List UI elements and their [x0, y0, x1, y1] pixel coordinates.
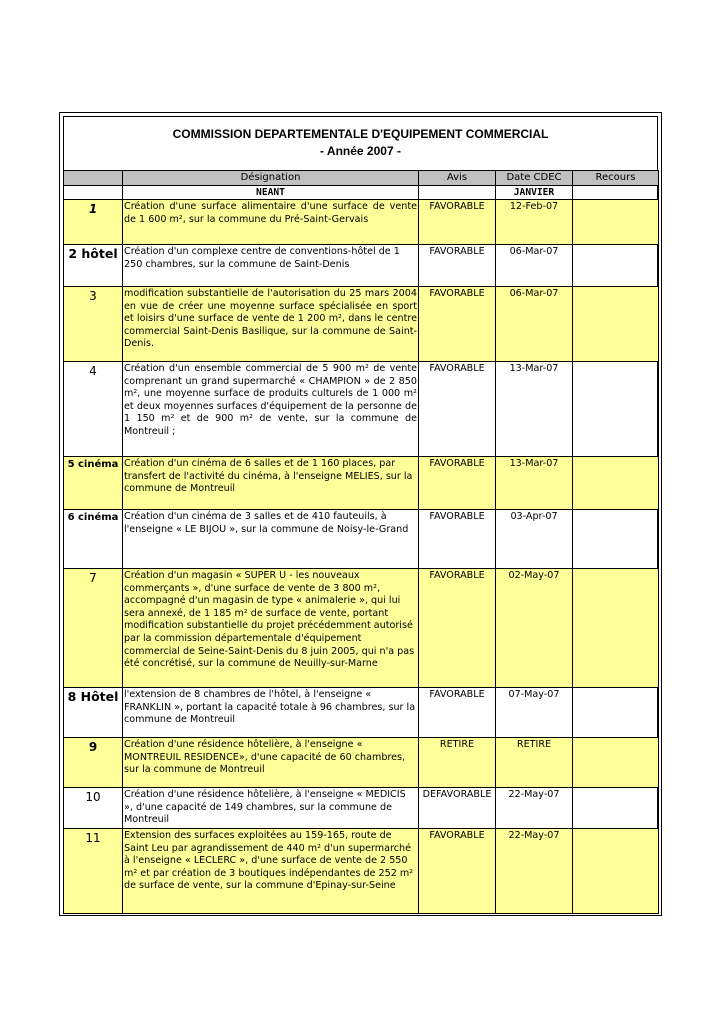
table-row [64, 688, 659, 738]
row-number: 4 [64, 362, 123, 457]
row-number: 10 [64, 788, 123, 829]
header-row [64, 171, 659, 186]
row-designation: Création d'une résidence hôtelière, à l'enseigne « MONTREUIL RESIDENCE», d'une capacité de 60 chambres, sur la commune de Montreuil [123, 738, 419, 788]
row-designation: Création d'une résidence hôtelière, à l'enseigne « MEDICIS », d'une capacité de 149 chambres, sur la commune de Montreuil [123, 788, 419, 829]
row-number: 11 [64, 829, 123, 914]
row-recours [573, 457, 659, 510]
row-number: 9 [64, 738, 123, 788]
row-avis: FAVORABLE [419, 569, 496, 688]
row-avis: FAVORABLE [419, 457, 496, 510]
row-date: 06-Mar-07 [496, 287, 573, 362]
row-recours [573, 287, 659, 362]
row-avis: RETIRE [419, 738, 496, 788]
row-avis: DEFAVORABLE [419, 788, 496, 829]
row-designation: Création d'un ensemble commercial de 5 900 m² de vente comprenant un grand supermarché « CHAMPION » de 2 850 m², une moyenne surface de produits culturels de 1 000 m² et deux moyennes surfaces d'équipement de la personne de 1 150 m² et de 900 m² de vente, sur la commune de Montreuil ; [123, 362, 419, 457]
neant-row [64, 186, 659, 200]
row-recours [573, 569, 659, 688]
row-avis: FAVORABLE [419, 245, 496, 287]
row-recours [573, 362, 659, 457]
row-avis: FAVORABLE [419, 362, 496, 457]
row-recours [573, 788, 659, 829]
neant-month: JANVIER [496, 186, 573, 200]
row-designation: Création d'un cinéma de 3 salles et de 410 fauteuils, à l'enseigne « LE BIJOU », sur la commune de Noisy-le-Grand [123, 510, 419, 569]
table-row [64, 829, 659, 914]
header-recours: Recours [573, 171, 659, 186]
row-recours [573, 688, 659, 738]
row-number: 2 hôtel [64, 245, 123, 287]
row-number: 5 cinéma [64, 457, 123, 510]
table-row [64, 788, 659, 829]
row-date: 06-Mar-07 [496, 245, 573, 287]
row-avis: FAVORABLE [419, 688, 496, 738]
row-date: 02-May-07 [496, 569, 573, 688]
table-row [64, 245, 659, 287]
row-date: 13-Mar-07 [496, 362, 573, 457]
row-designation: Création d'un magasin « SUPER U - les nouveaux commerçants », d'une surface de vente de 3 800 m², accompagné d'un magasin de type « animalerie », qui lui sera annexé, de 1 185 m² de surface de vente, portant modification substantielle du projet précédemment autorisé par la commission départementale d'équipement commercial de Seine-Saint-Denis du 8 juin 2005, qui n'a pas été concrétisé, sur la commune de Neuilly-sur-Marne [123, 569, 419, 688]
header-date: Date CDEC [496, 171, 573, 186]
header-num [64, 171, 123, 186]
page-title: COMMISSION DEPARTEMENTALE D'EQUIPEMENT COMMERCIAL [172, 127, 549, 141]
row-designation: Extension des surfaces exploitées au 159-165, route de Saint Leu par agrandissement de 440 m² d'un supermarché à l'enseigne « LECLERC », d'une surface de vente de 2 550 m² et par création de 3 boutiques indépendantes de 252 m² de surface de vente, sur la commune d'Epinay-sur-Seine [123, 829, 419, 914]
row-number: 7 [64, 569, 123, 688]
row-designation: modification substantielle de l'autorisation du 25 mars 2004 en vue de créer une moyenne surface spécialisée en sport et loisirs d'une surface de vente de 1 200 m², dans le centre commercial Saint-Denis Basilique, sur la commune de Saint-Denis. [123, 287, 419, 362]
neant-label: NEANT [123, 186, 419, 200]
row-recours [573, 510, 659, 569]
row-designation: Création d'une surface alimentaire d'une surface de vente de 1 600 m², sur la commune du Pré-Saint-Gervais [123, 200, 419, 245]
table-row [64, 362, 659, 457]
row-date: 22-May-07 [496, 829, 573, 914]
row-date: 07-May-07 [496, 688, 573, 738]
row-designation: l'extension de 8 chambres de l'hôtel, à l'enseigne « FRANKLIN », portant la capacité totale à 96 chambres, sur la commune de Montreuil [123, 688, 419, 738]
row-date: 13-Mar-07 [496, 457, 573, 510]
row-recours [573, 829, 659, 914]
row-designation: Création d'un cinéma de 6 salles et de 1 160 places, par transfert de l'activité du cinéma, à l'enseigne MELIES, sur la commune de Montreuil [123, 457, 419, 510]
row-date: 03-Apr-07 [496, 510, 573, 569]
row-avis: FAVORABLE [419, 510, 496, 569]
row-recours [573, 200, 659, 245]
table-row [64, 287, 659, 362]
row-avis: FAVORABLE [419, 829, 496, 914]
table-row [64, 457, 659, 510]
row-avis: FAVORABLE [419, 287, 496, 362]
header-designation: Désignation [123, 171, 419, 186]
row-recours [573, 738, 659, 788]
header-avis: Avis [419, 171, 496, 186]
table-row [64, 569, 659, 688]
row-recours [573, 245, 659, 287]
row-date: 22-May-07 [496, 788, 573, 829]
row-number: 8 Hôtel [64, 688, 123, 738]
row-number: 1 [64, 200, 123, 245]
row-designation: Création d'un complexe centre de conventions-hôtel de 1 250 chambres, sur la commune de Saint-Denis [123, 245, 419, 287]
cdec-table [63, 170, 659, 914]
page-subtitle: - Année 2007 - [320, 144, 401, 158]
title-block [64, 117, 657, 170]
row-date: 12-Feb-07 [496, 200, 573, 245]
row-avis: FAVORABLE [419, 200, 496, 245]
table-row [64, 510, 659, 569]
row-date: RETIRE [496, 738, 573, 788]
row-number: 6 cinéma [64, 510, 123, 569]
row-number: 3 [64, 287, 123, 362]
table-row [64, 738, 659, 788]
table-row [64, 200, 659, 245]
